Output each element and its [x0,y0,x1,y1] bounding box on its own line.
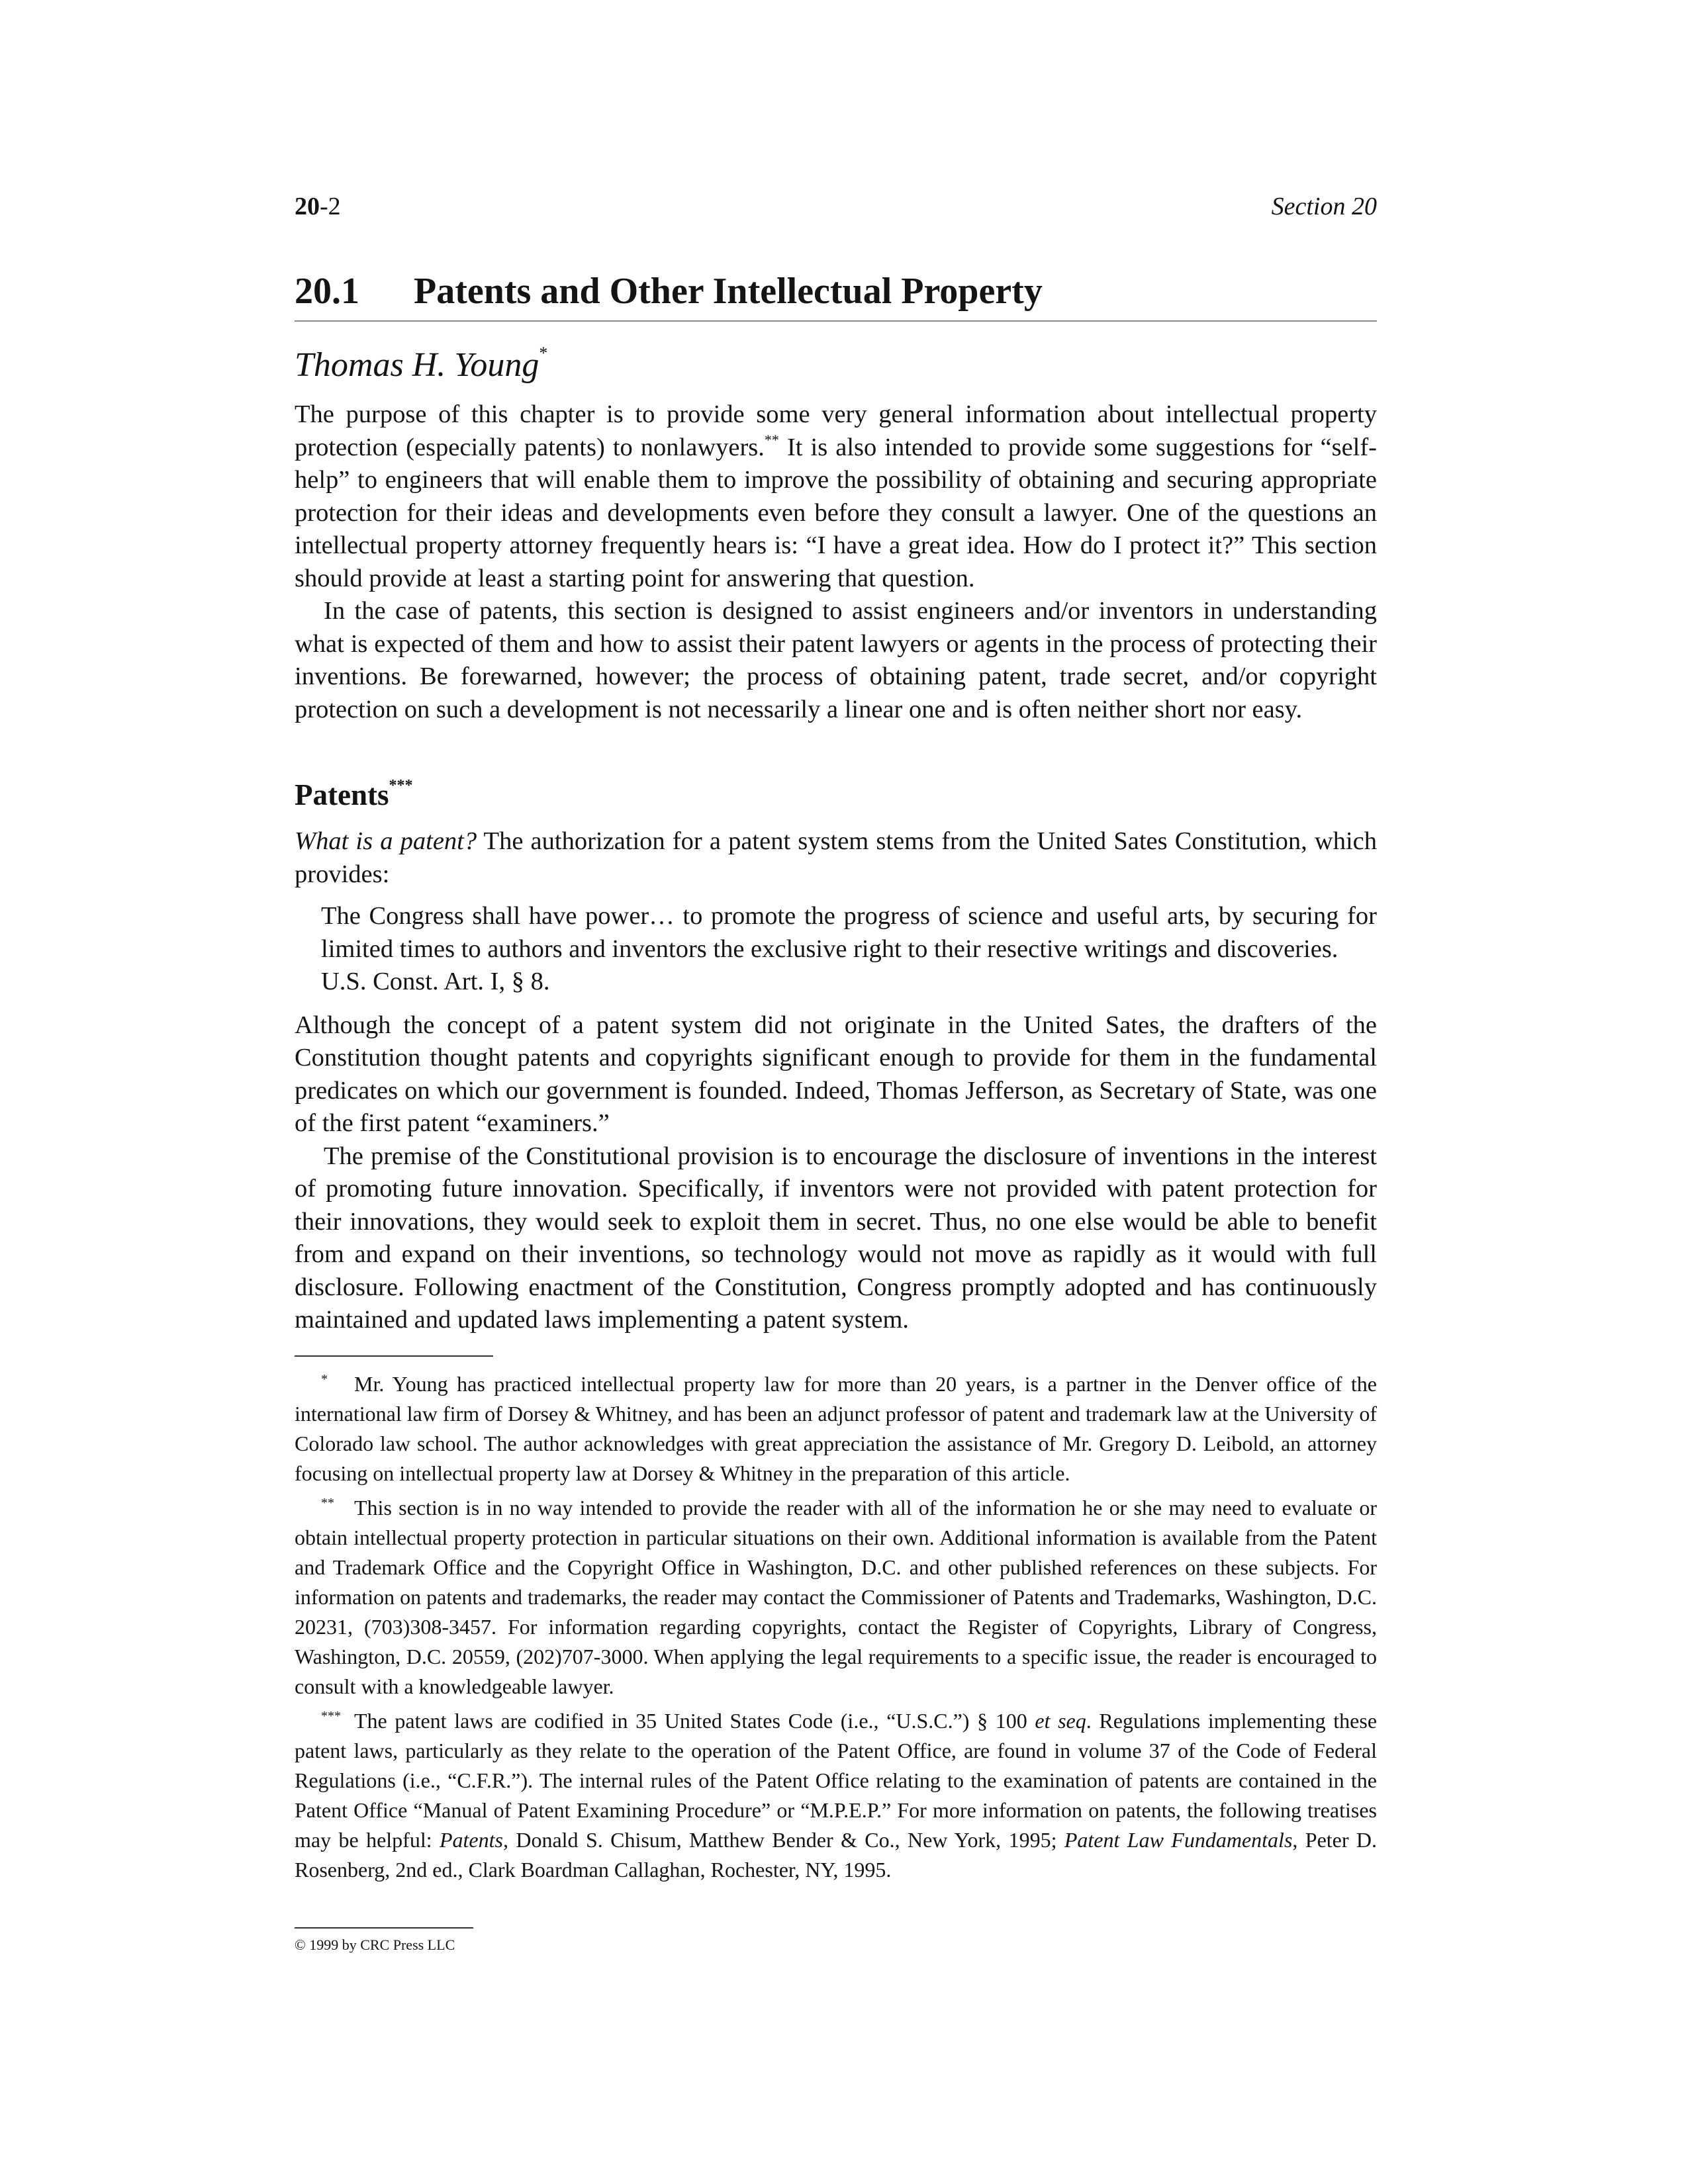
footnote-3: *** The patent laws are codified in 35 United States Code (i.e., “U.S.C.”) § 100 et seq. Regulations implementing these patent laws, particularly as they relate to the operation of the Patent Office, are found in volume 37 of the Code of Federal Regulations (i.e., “C.F.R.”). The internal rules of the Patent Office relating to the examination of patents are contained in the Patent Office “Manual of Patent Examining Procedure” or “M.P.E.P.” For more information on patents, the following treatises may be helpful: Patents, Donald S. Chisum, Matthew Bender & Co., New York, 1995; Patent Law Fundamentals, Peter D. Rosenberg, 2nd ed., Clark Boardman Callaghan, Rochester, NY, 1995. [295,1708,1378,1882]
constitution-quote [321,900,1377,999]
page [295,192,1377,1955]
copyright-divider [295,1927,473,1929]
patents-heading: Patents*** [295,777,413,811]
patents-paragraph-3: The premise of the Constitutional provision is to encourage the disclosure of inventions in the interest of promoting future innovation. Specifically, if inventors were not provided with patent protection for their innovations, they would seek to exploit them in secret. Thus, no one else would be able to benefit from and expand on their inventions, so technology would not move as rapidly as it would with full disclosure. Following enactment of the Constitution, Congress promptly adopted and has continuously maintained and updated laws implementing a patent system. [295,1142,1377,1334]
patents-paragraph-2: Although the concept of a patent system did not originate in the United Sates, the drafters of the Constitution thought patents and copyrights significant enough to provide for them in the fundamental predicates on which our government is founded. Indeed, Thomas Jefferson, as Secretary of State, was one of the first patent “examiners.” [295,1011,1377,1137]
patents-section [295,825,1377,1337]
quote-citation: U.S. Const. Art. I, § 8. [321,968,550,995]
chapter-number: 20.1 [295,271,359,312]
chapter-title-text: Patents and Other Intellectual Property [414,271,1043,312]
footnote-divider [295,1355,493,1357]
section-label: Section 20 [1271,193,1377,220]
footnote-ref-2[interactable]: ** [764,431,779,448]
chapter-title [295,270,1377,322]
intro-section [295,398,1377,726]
footnote-ref-3[interactable]: *** [389,777,413,794]
intro-paragraph-2: In the case of patents, this section is designed to assist engineers and/or inventors in understanding what is expected of them and how to assist their patent lawyers or agents in the process of protecting their inventions. Be forewarned, however; the process of obtaining patent, trade secret, and/or copyright protection on such a development is not necessarily a linear one and is often neither short nor easy. [295,597,1377,723]
running-header [295,192,1377,232]
page-number: 20-2 [295,193,341,220]
footnote-2: ** This section is in no way intended to provide the reader with all of the information he or she may need to evaluate or obtain intellectual property protection in particular situations on their own. Additional information is available from the Patent and Trademark Office and the Copyright Office in Washington, D.C. and other published references on these subjects. For information on patents and trademarks, the reader may contact the Commissioner of Patents and Trademarks, Washington, D.C. 20231, (703)308-3457. For information regarding copyrights, contact the Register of Copyrights, Library of Congress, Washington, D.C. 20559, (202)707-3000. When applying the legal requirements to a specific issue, the reader is encouraged to consult with a knowledgeable lawyer. [295,1495,1377,1698]
author-footnote-mark[interactable]: * [539,343,548,363]
author-name: Thomas H. Young* [295,343,548,384]
footnotes [295,1365,1377,1885]
intro-paragraph-1: The purpose of this chapter is to provide some very general information about intellectual property protection (especially patents) to nonlawyers.** It is also intended to provide some suggestions for “self-help” to engineers that will enable them to improve the possibility of obtaining and securing appropriate protection for their ideas and developments even before they consult a lawyer. One of the questions an intellectual property attorney frequently hears is: “I have a great idea. How do I protect it?” This section should provide at least a starting point for answering that question. [295,400,1377,592]
quote-text: The Congress shall have power… to promote the progress of science and useful arts, by securing for limited times to authors and inventors the exclusive right to their resective writings and discoveries. [321,902,1377,963]
patents-paragraph-1: What is a patent? The authorization for a patent system stems from the United Sates Constitution, which provides: [295,827,1377,888]
footnote-1: * Mr. Young has practiced intellectual property law for more than 20 years, is a partner in the Denver office of the international law firm of Dorsey & Whitney, and has been an adjunct professor of patent and trademark law at the University of Colorado law school. The author acknowledges with great appreciation the assistance of Mr. Gregory D. Leibold, an attorney focusing on intellectual property law at Dorsey & Whitney in the preparation of this article. [295,1371,1377,1485]
copyright-notice: © 1999 by CRC Press LLC [295,1936,455,1953]
